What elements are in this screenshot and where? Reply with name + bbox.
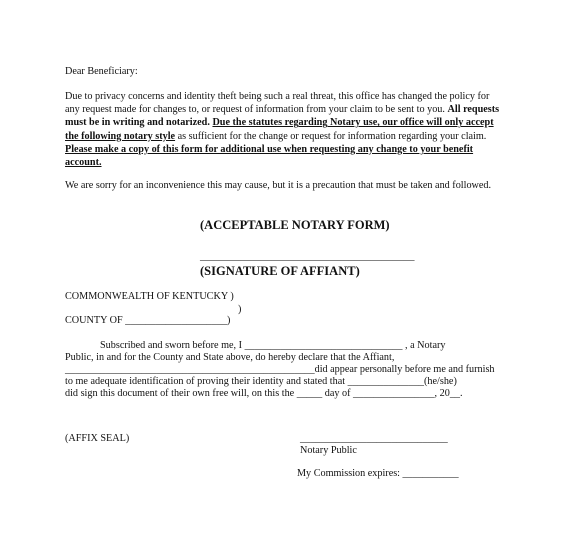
commission-expires: My Commission expires: ___________ xyxy=(297,468,459,479)
jurat-line-2: Public, in and for the County and State above, do hereby declare that the Affiant, xyxy=(65,352,395,363)
para-text-statutes: Due the statutes regarding Notary use, our office will only accept the following notary style xyxy=(65,117,494,142)
apology-paragraph: We are sorry for an inconvenience this may cause, but it is a precaution that must be taken and followed. xyxy=(65,180,492,191)
commonwealth-line: COMMONWEALTH OF KENTUCKY ) xyxy=(65,291,234,302)
affix-seal-label: (AFFIX SEAL) xyxy=(65,433,130,444)
jurat-line-1: Subscribed and sworn before me, I _______________________________ , a Notary xyxy=(100,340,446,351)
jurat-line-4: to me adequate identification of proving their identity and stated that _______________(he/she) xyxy=(65,376,457,387)
privacy-paragraph xyxy=(65,90,505,169)
venue-paren: ) xyxy=(238,304,242,315)
form-title: (ACCEPTABLE NOTARY FORM) xyxy=(200,218,390,232)
para-text-notarized: All requests must be in writing and notarized. xyxy=(65,104,500,129)
para-text-sufficient: as sufficient for the change or request for information regarding your claim. xyxy=(177,130,487,142)
county-line: COUNTY OF ____________________) xyxy=(65,315,231,326)
jurat-line-3: _________________________________________________did appear personally before me and furnish xyxy=(65,364,495,375)
para-text-copy: Please make a copy of this form for additional use when requesting any change to your benefit account. xyxy=(65,143,474,169)
para-text-intro: Due to privacy concerns and identity theft being such a real threat, this office has changed the policy for any request made for changes to, or request of information from your claim to be sent to you. xyxy=(65,91,490,116)
notary-signature-line: _____________________________ xyxy=(300,433,448,444)
notary-public-label: Notary Public xyxy=(300,445,357,456)
affiant-signature-label: (SIGNATURE OF AFFIANT) xyxy=(200,264,360,278)
jurat-line-5: did sign this document of their own free will, on this the _____ day of ________________, 20__. xyxy=(65,388,463,399)
salutation: Dear Beneficiary: xyxy=(65,66,138,77)
affiant-signature-line: _______________________________________ xyxy=(200,250,415,262)
